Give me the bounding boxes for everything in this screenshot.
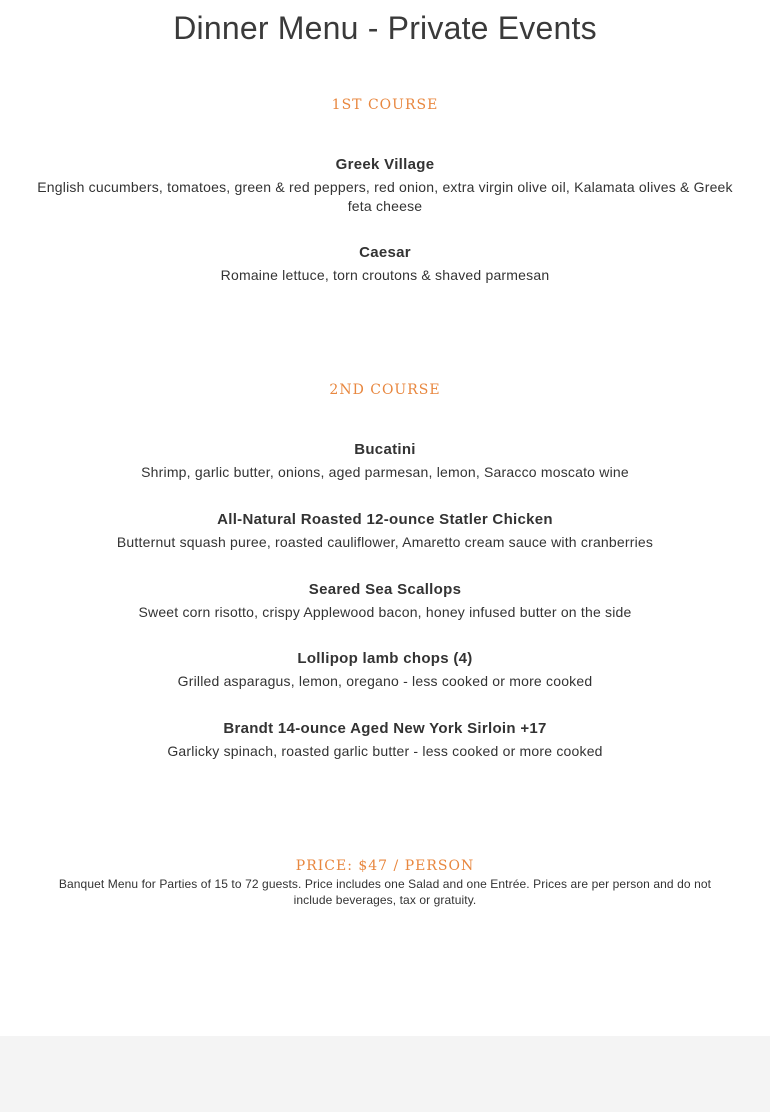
- price-heading: PRICE: $47 / PERSON: [295, 858, 475, 874]
- menu-item-statler-chicken: [35, 510, 735, 552]
- menu-item-bucatini: [35, 440, 735, 482]
- page-title: Dinner Menu - Private Events: [173, 10, 597, 46]
- item-description: Butternut squash puree, roasted cauliflower, Amaretto cream sauce with cranberries: [116, 534, 654, 550]
- footer-band: [0, 1036, 770, 1112]
- item-name: Lollipop lamb chops (4): [297, 650, 473, 667]
- menu-item-sea-scallops: [35, 580, 735, 622]
- item-description: Grilled asparagus, lemon, oregano - less cooked or more cooked: [177, 673, 593, 689]
- menu-item-greek-village: [35, 155, 735, 216]
- item-name: Brandt 14-ounce Aged New York Sirloin +17: [223, 720, 547, 737]
- item-name: Caesar: [359, 244, 411, 261]
- item-name: All-Natural Roasted 12-ounce Statler Chicken: [217, 511, 553, 528]
- menu-item-sirloin: [35, 719, 735, 761]
- item-description: Garlicky spinach, roasted garlic butter - less cooked or more cooked: [167, 743, 603, 759]
- course-1-heading: 1ST COURSE: [331, 97, 439, 113]
- item-description: English cucumbers, tomatoes, green & red peppers, red onion, extra virgin olive oil, Kalamata olives & Greek feta cheese: [37, 179, 733, 214]
- item-name: Greek Village: [335, 156, 435, 173]
- item-name: Seared Sea Scallops: [308, 581, 462, 598]
- item-description: Romaine lettuce, torn croutons & shaved parmesan: [220, 267, 550, 283]
- price-note: Banquet Menu for Parties of 15 to 72 guests. Price includes one Salad and one Entrée. Prices are per person and do not include beverages, tax or gratuity.: [58, 877, 712, 907]
- item-description: Shrimp, garlic butter, onions, aged parmesan, lemon, Saracco moscato wine: [141, 464, 629, 480]
- menu-item-caesar: [35, 243, 735, 285]
- item-description: Sweet corn risotto, crispy Applewood bacon, honey infused butter on the side: [138, 604, 632, 620]
- item-name: Bucatini: [354, 441, 416, 458]
- menu-item-lamb-chops: [35, 649, 735, 691]
- course-2-heading: 2ND COURSE: [329, 382, 441, 398]
